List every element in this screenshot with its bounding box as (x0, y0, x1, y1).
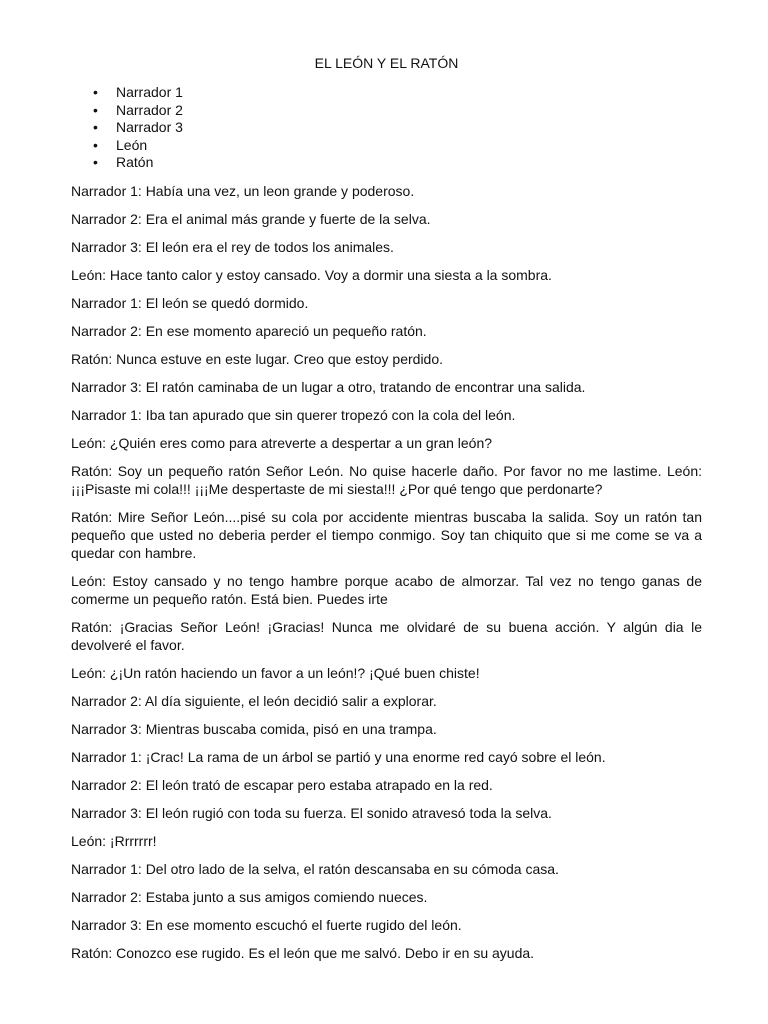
dialogue-paragraph: Narrador 2: Al día siguiente, el león decidió salir a explorar. (71, 692, 437, 709)
cast-list (71, 84, 702, 172)
dialogue-paragraph: Narrador 1: El león se quedó dormido. (71, 294, 309, 311)
dialogue-paragraph: Narrador 3: El ratón caminaba de un lugar a otro, tratando de encontrar una salida. (71, 378, 586, 395)
dialogue-paragraph: Narrador 1: Del otro lado de la selva, el ratón descansaba en su cómoda casa. (71, 860, 559, 877)
dialogue-paragraph: León: ¡Rrrrrrr! (71, 832, 157, 849)
dialogue-paragraph: León: Estoy cansado y no tengo hambre porque acabo de almorzar. Tal vez no tengo ganas de comerme un pequeño ratón. Está bien. Puedes irte (71, 572, 702, 607)
dialogue-paragraph: Narrador 2: Era el animal más grande y fuerte de la selva. (71, 210, 431, 227)
bullet-icon: • (93, 119, 98, 136)
bullet-icon: • (93, 101, 98, 118)
cast-item (71, 154, 702, 172)
dialogue-paragraph: Ratón: ¡Gracias Señor León! ¡Gracias! Nunca me olvidaré de su buena acción. Y algún dia le devolveré el favor. (71, 618, 702, 653)
cast-item-label: Narrador 1 (116, 84, 183, 100)
dialogue-paragraph: Narrador 1: Había una vez, un leon grande y poderoso. (71, 182, 415, 199)
dialogue-paragraph: Narrador 3: Mientras buscaba comida, pisó en una trampa. (71, 720, 437, 737)
dialogue-paragraph: Narrador 1: ¡Crac! La rama de un árbol se partió y una enorme red cayó sobre el león. (71, 748, 606, 765)
dialogue-paragraph: Narrador 1: Iba tan apurado que sin querer tropezó con la cola del león. (71, 406, 516, 423)
dialogue-paragraph: Ratón: Mire Señor León....pisé su cola por accidente mientras buscaba la salida. Soy un ratón tan pequeño que usted no deberia perder el tiempo conmigo. Soy tan chiquito que si me come se va a quedar con hambre. (71, 508, 702, 561)
cast-item-label: Narrador 2 (116, 101, 183, 118)
dialogue-paragraph: León: ¿¡Un ratón haciendo un favor a un león!? ¡Qué buen chiste! (71, 664, 480, 681)
bullet-icon: • (93, 84, 98, 100)
dialogue-paragraph: León: ¿Quién eres como para atreverte a despertar a un gran león? (71, 434, 493, 451)
dialogue-paragraph: Narrador 3: El león era el rey de todos los animales. (71, 238, 394, 255)
cast-item-label: Ratón (116, 154, 154, 171)
dialogue-paragraph: Narrador 2: El león trató de escapar pero estaba atrapado en la red. (71, 776, 493, 793)
dialogue-paragraph: Narrador 2: En ese momento apareció un pequeño ratón. (71, 322, 427, 339)
document-title: EL LEÓN Y EL RATÓN (314, 55, 459, 71)
cast-item (71, 137, 702, 155)
cast-item (71, 102, 702, 120)
dialogue-paragraph: Narrador 3: En ese momento escuchó el fuerte rugido del león. (71, 916, 462, 933)
cast-item-label: León (116, 136, 148, 153)
bullet-icon: • (93, 136, 98, 153)
cast-item (71, 119, 702, 137)
dialogue-paragraph: León: Hace tanto calor y estoy cansado. Voy a dormir una siesta a la sombra. (71, 266, 552, 283)
dialogue-paragraph: Narrador 3: El león rugió con toda su fuerza. El sonido atravesó toda la selva. (71, 804, 552, 821)
dialogue-paragraph: Ratón: Soy un pequeño ratón Señor León. No quise hacerle daño. Por favor no me lastime. León: ¡¡¡Pisaste mi cola!!! ¡¡¡Me despertaste de mi siesta!!! ¿Por qué tengo que perdonarte? (71, 462, 702, 497)
dialogue-paragraph: Narrador 2: Estaba junto a sus amigos comiendo nueces. (71, 888, 428, 905)
dialogue-paragraph: Ratón: Conozco ese rugido. Es el león que me salvó. Debo ir en su ayuda. (71, 944, 535, 961)
cast-item (71, 84, 702, 102)
dialogue-paragraph: Ratón: Nunca estuve en este lugar. Creo que estoy perdido. (71, 350, 444, 367)
cast-item-label: Narrador 3 (116, 119, 183, 136)
bullet-icon: • (93, 154, 98, 171)
